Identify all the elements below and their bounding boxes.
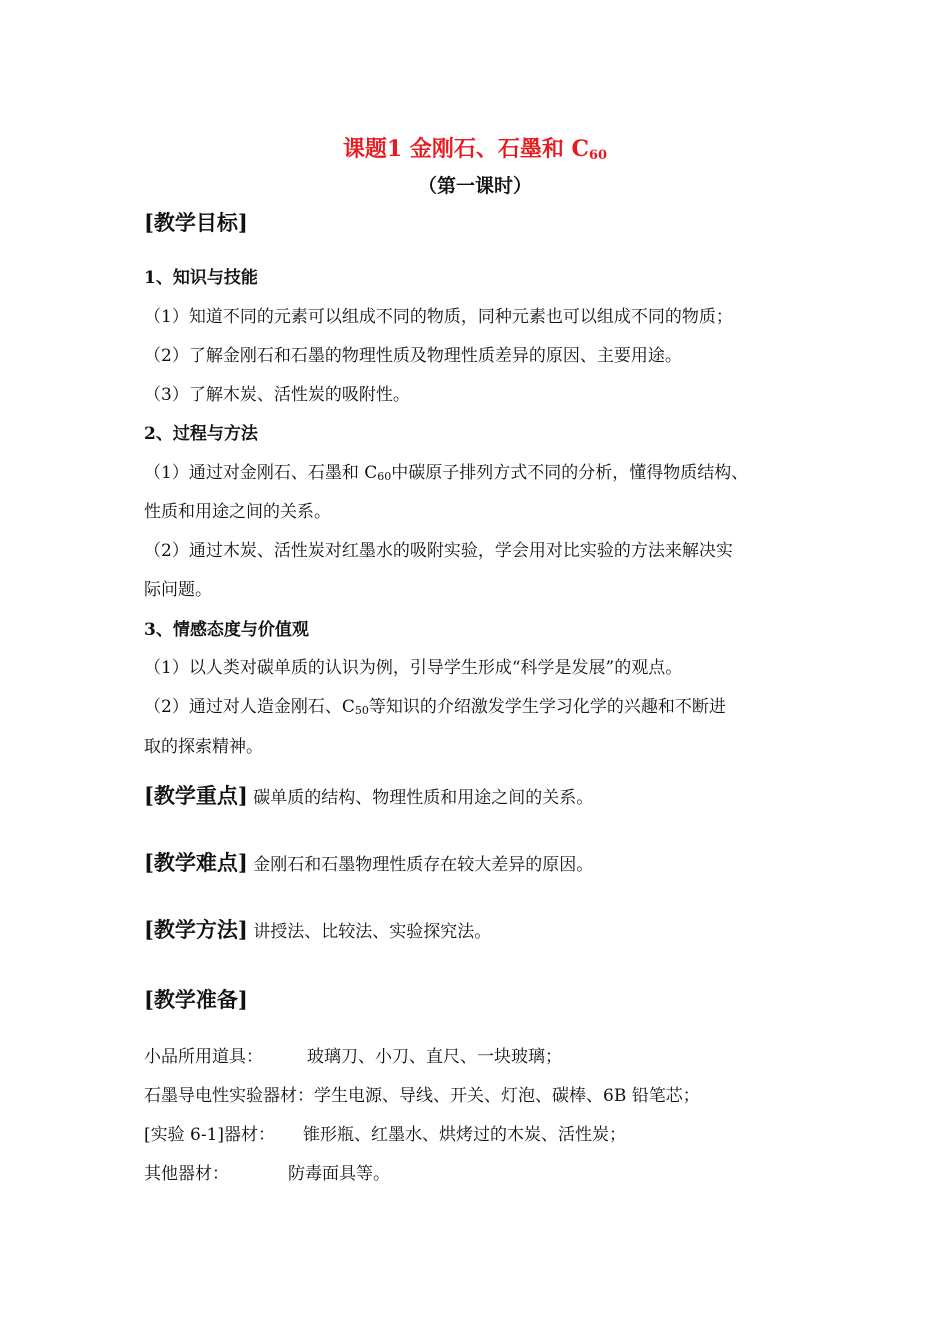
method-row — [144, 918, 491, 944]
preparation-item-3-label: [实验 6-1]器材： — [144, 1125, 276, 1145]
page-title — [0, 133, 950, 172]
method-text: 讲授法、比较法、实验探究法。 — [253, 922, 492, 942]
process-item-1-post: 中碳原子排列方式不同的分析，懂得物质结构、 — [391, 463, 749, 483]
preparation-item-4-label: 其他器材： — [144, 1164, 229, 1184]
difficulty-text: 金刚石和石墨物理性质存在较大差异的原因。 — [253, 855, 594, 875]
title-text: 课题1 金刚石、石墨和 C — [342, 136, 590, 162]
preparation-heading: [教学准备] — [144, 987, 248, 1012]
method-label: [教学方法] — [144, 917, 248, 942]
knowledge-item-3: （3）了解木炭、活性炭的吸附性。 — [144, 385, 410, 405]
process-item-1-continuation: 性质和用途之间的关系。 — [144, 502, 331, 522]
key-point-label: [教学重点] — [144, 783, 248, 808]
attitude-item-1: （1）以人类对碳单质的认识为例，引导学生形成“科学是发展”的观点。 — [144, 658, 683, 678]
section-heading-knowledge: 1、知识与技能 — [144, 268, 258, 288]
difficulty-label: [教学难点] — [144, 850, 248, 875]
preparation-item-4-value: 防毒面具等。 — [288, 1164, 390, 1184]
attitude-item-2-pre: （2）通过对人造金刚石、C — [144, 697, 355, 717]
page-subtitle: （第一课时） — [417, 175, 532, 197]
preparation-item-2 — [144, 1084, 700, 1108]
attitude-item-2-post: 等知识的介绍激发学生学习化学的兴趣和不断进 — [368, 697, 726, 717]
preparation-item-1-label: 小品所用道具： — [144, 1047, 263, 1067]
section-heading-process: 2、过程与方法 — [144, 424, 258, 444]
knowledge-item-1: （1）知道不同的元素可以组成不同的物质，同种元素也可以组成不同的物质； — [144, 307, 733, 327]
key-point-row — [144, 784, 593, 810]
process-item-1-pre: （1）通过对金刚石、石墨和 C — [144, 463, 378, 483]
preparation-item-2-label: 石墨导电性实验器材： — [144, 1086, 314, 1106]
preparation-item-4 — [144, 1162, 390, 1186]
attitude-item-2-continuation: 取的探索精神。 — [144, 737, 263, 757]
title-subscript: 60 — [589, 148, 608, 163]
difficulty-row — [144, 851, 593, 877]
preparation-item-3-value: 锥形瓶、红墨水、烘烤过的木炭、活性炭； — [303, 1125, 627, 1145]
key-point-text: 碳单质的结构、物理性质和用途之间的关系。 — [253, 788, 594, 808]
attitude-item-2-subscript: 50 — [354, 704, 369, 717]
attitude-item-2 — [144, 695, 726, 723]
preparation-item-1 — [144, 1045, 562, 1069]
preparation-item-3 — [144, 1123, 626, 1147]
process-item-2-continuation: 际问题。 — [144, 580, 212, 600]
section-heading-attitude: 3、情感态度与价值观 — [144, 620, 309, 640]
preparation-item-2-value: 学生电源、导线、开关、灯泡、碳棒、6B 铅笔芯； — [314, 1086, 700, 1106]
process-item-2: （2）通过木炭、活性炭对红墨水的吸附实验，学会用对比实验的方法来解决实 — [144, 541, 733, 561]
process-item-1-subscript: 60 — [377, 470, 392, 483]
preparation-item-1-value: 玻璃刀、小刀、直尺、一块玻璃； — [307, 1047, 562, 1067]
process-item-1 — [144, 461, 748, 489]
objectives-heading: [教学目标] — [144, 210, 248, 235]
knowledge-item-2: （2）了解金刚石和石墨的物理性质及物理性质差异的原因、主要用途。 — [144, 346, 682, 366]
